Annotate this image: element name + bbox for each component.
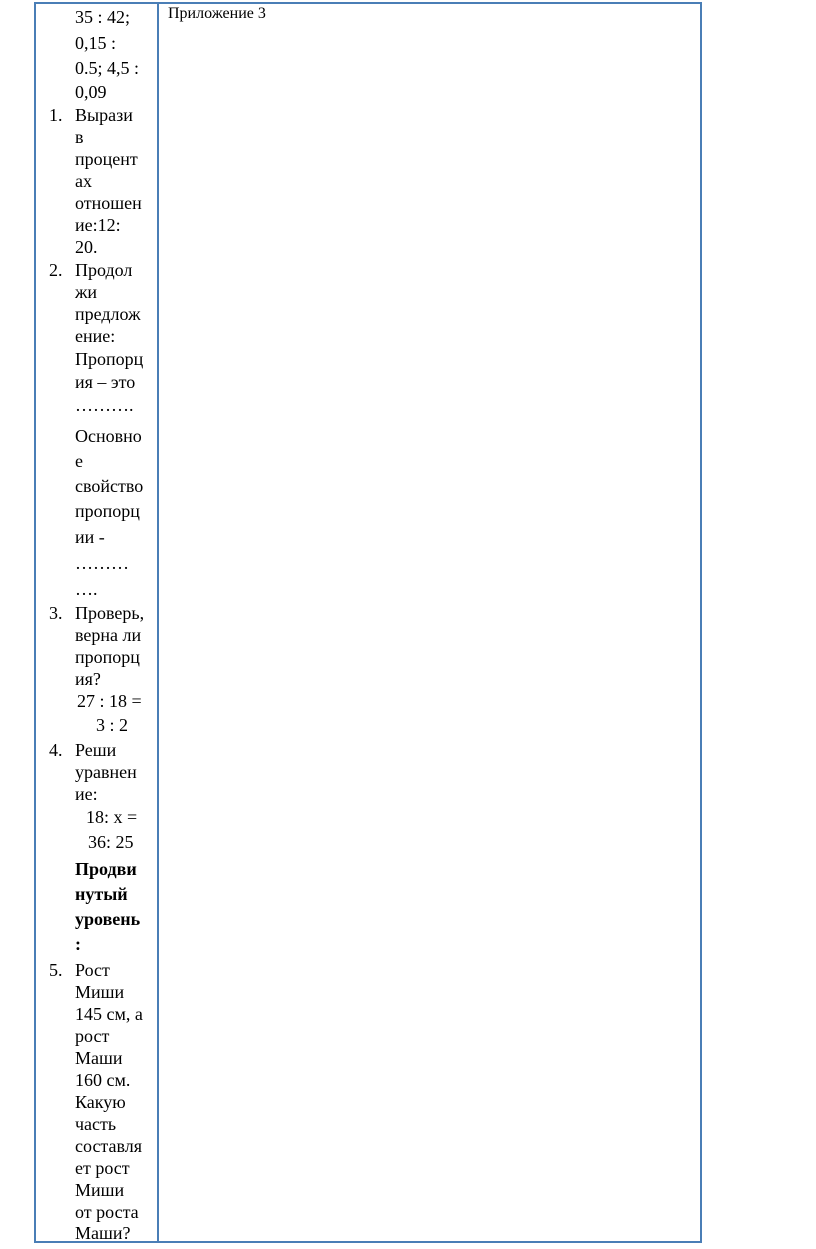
item-line: 145 см, а [75, 1004, 143, 1024]
item-line: Реши [75, 740, 117, 760]
item-line: уравнен [75, 762, 137, 782]
item-line: ………. [75, 395, 134, 415]
item-line: Маши? [75, 1223, 131, 1243]
item-line: ение: [75, 326, 116, 346]
item-number: 3. [49, 603, 63, 623]
item-line: рост [75, 1026, 110, 1046]
item-line: пропорц [75, 501, 140, 521]
item-line: пропорц [75, 647, 140, 667]
item-line: 20. [75, 237, 98, 257]
item-line: Пропорц [75, 349, 144, 369]
item-line: ах [75, 171, 92, 191]
item-line: Проверь, [75, 603, 145, 623]
item-line: ……… [75, 553, 129, 573]
item-line: верна ли [75, 625, 142, 645]
advanced-heading: уровень [75, 909, 141, 929]
formula-line: 3 : 2 [96, 715, 129, 735]
item-line: ия? [75, 669, 101, 689]
item-line: ет рост [75, 1158, 130, 1178]
item-line: Основно [75, 426, 142, 446]
column-divider [157, 2, 159, 1243]
item-line: жи [75, 282, 98, 302]
item-line: ие: [75, 784, 98, 804]
item-line: ии - [75, 527, 105, 547]
item-line: Миши [75, 1180, 125, 1200]
item-number: 5. [49, 960, 63, 980]
item-line: Маши [75, 1048, 123, 1068]
item-line: предлож [75, 304, 141, 324]
item-number: 1. [49, 105, 63, 125]
item-line: в [75, 127, 84, 147]
item-line: ия – это [75, 372, 136, 392]
item-line: часть [75, 1114, 117, 1134]
item-number: 2. [49, 260, 63, 280]
formula-line: 36: 25 [88, 832, 134, 852]
item-line: отношен [75, 193, 142, 213]
item-line: 160 см. [75, 1070, 131, 1090]
item-line: свойство [75, 476, 144, 496]
appendix-label: Приложение 3 [168, 5, 266, 22]
advanced-heading: Продви [75, 859, 137, 879]
advanced-heading: : [75, 934, 81, 954]
item-line: е [75, 451, 83, 471]
item-line: Вырази [75, 105, 133, 125]
item-number: 4. [49, 740, 63, 760]
formula-line: 18: х = [86, 807, 138, 827]
item-line: …. [75, 579, 98, 599]
intro-line: 0,15 : [75, 33, 117, 53]
item-line: Какую [75, 1092, 126, 1112]
intro-line: 35 : 42; [75, 7, 131, 27]
advanced-heading: нутый [75, 884, 128, 904]
intro-line: 0.5; 4,5 : [75, 58, 140, 78]
item-line: процент [75, 149, 138, 169]
item-line: Продол [75, 260, 133, 280]
item-line: Миши [75, 982, 125, 1002]
item-line: ие:12: [75, 215, 121, 235]
intro-line: 0,09 [75, 82, 107, 102]
item-line: от роста [75, 1202, 139, 1222]
formula-line: 27 : 18 = [77, 691, 142, 711]
item-line: составля [75, 1136, 143, 1156]
item-line: Рост [75, 960, 110, 980]
